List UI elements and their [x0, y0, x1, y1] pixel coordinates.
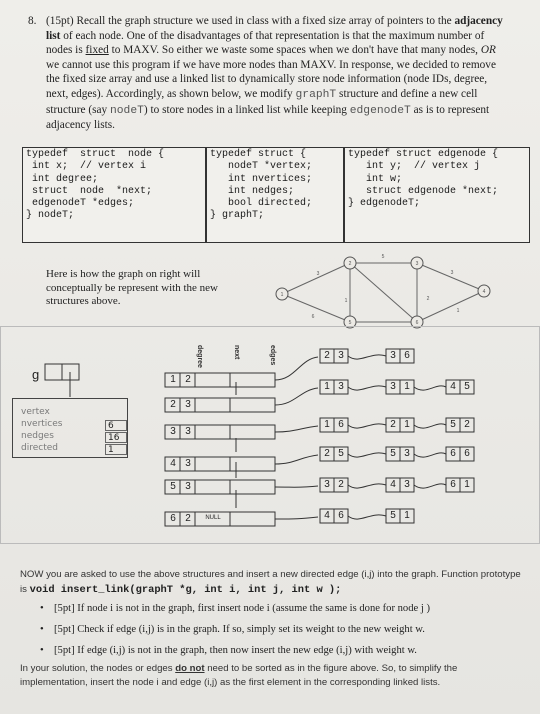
edges-pointer — [275, 426, 318, 432]
edge-target: 3 — [390, 381, 396, 392]
edge-target: 2 — [324, 350, 330, 361]
edge-next-pointer — [414, 484, 446, 488]
edge-weight: 2 — [338, 479, 344, 490]
weight-label: 6 — [311, 314, 315, 320]
function-prototype: void insert_link(graphT *g, int i, int j, int w ); — [29, 583, 342, 596]
question-text-2: of each node. One of the disadvantages of that representation is that the maximum number of nodes is — [46, 29, 485, 57]
edge-weight: 5 — [338, 448, 344, 459]
edge-target: 2 — [324, 448, 330, 459]
next-header: next — [233, 345, 240, 360]
edge-weight: 3 — [404, 479, 410, 490]
node-degree: 3 — [185, 399, 191, 410]
graph-label-4: 4 — [482, 289, 486, 295]
question-text-7: as is to represent adjacency lists. — [46, 103, 490, 132]
node-degree: 3 — [185, 481, 191, 492]
diagram-intro: Here is how the graph on right will conceptually be represent with the new structures above. — [46, 268, 218, 307]
edge-target: 2 — [390, 419, 396, 430]
edge-next-pointer — [414, 424, 446, 428]
vertex-label: vertex — [21, 407, 50, 417]
graph-label-5: 5 — [348, 320, 352, 326]
graph-label-6: 6 — [415, 320, 419, 326]
question-text-5: structure and define a new cell structure (say — [46, 87, 478, 116]
weight-label: 3 — [316, 271, 320, 277]
nodeT-code: nodeT — [110, 104, 144, 117]
edge-next-pointer — [348, 424, 386, 428]
node-degree: 3 — [185, 458, 191, 469]
edge-next-pointer — [414, 386, 446, 390]
edge-target: 6 — [450, 479, 456, 490]
graph-label-2: 2 — [348, 261, 352, 267]
question-points: (15pt) — [46, 15, 74, 27]
weight-label: 3 — [450, 270, 454, 276]
degree-header: degree — [196, 345, 203, 368]
node-id: 3 — [170, 426, 176, 437]
nedges-value: 16 — [105, 432, 127, 443]
weight-label: 2 — [426, 296, 430, 302]
nvertices-label: nvertices — [21, 419, 63, 429]
task-intro-text: NOW you are asked to use the above structures and insert a new directed edge (i,j) into the graph. Function prototype is — [20, 569, 521, 595]
edge-weight: 1 — [404, 381, 410, 392]
edge-weight: 6 — [404, 350, 410, 361]
edges-pointer — [275, 357, 318, 380]
question-number: 8. — [28, 15, 37, 27]
node-id: 4 — [170, 458, 176, 469]
directed-value: 1 — [105, 444, 127, 455]
struct-edgenode-code: typedef struct edgenode { int y; // vertex j int w; struct edgenode *next; } edgenodeT; — [344, 147, 530, 243]
final-note-text-1: In your solution, the nodes or edges — [20, 663, 173, 674]
node-degree: 2 — [185, 374, 191, 385]
edge-weight: 1 — [464, 479, 470, 490]
edge-next-pointer — [348, 453, 386, 457]
edge-target: 1 — [324, 419, 330, 430]
edge-target: 6 — [450, 448, 456, 459]
node-degree: 2 — [185, 513, 191, 524]
task-intro — [20, 568, 525, 597]
node-id: 1 — [170, 374, 176, 385]
node-id: 5 — [170, 481, 176, 492]
edge-weight: 3 — [338, 350, 344, 361]
final-note — [20, 662, 525, 690]
nvertices-value: 6 — [105, 420, 127, 431]
edge-weight: 6 — [338, 510, 344, 521]
edge-weight: 5 — [464, 381, 470, 392]
directed-label: directed — [21, 443, 58, 453]
edge-weight: 2 — [464, 419, 470, 430]
edge-target: 4 — [390, 479, 396, 490]
question-text-4: we cannot use this program if we have more nodes than MAXV. In response, we decided to remove the fixed size array and use a linked list to dynamically store node information (node IDs, degree, next, edges). Accordingly, as shown below, we modify — [46, 58, 496, 100]
edge-target: 1 — [324, 381, 330, 392]
question-text-1: Recall the graph structure we used in class with a fixed size array of pointers to the — [76, 15, 452, 27]
edges-header: edges — [269, 345, 276, 366]
edge-weight: 3 — [404, 448, 410, 459]
weight-label: 1 — [456, 308, 460, 314]
edge-target: 5 — [390, 448, 396, 459]
node-id: 6 — [170, 513, 176, 524]
edge-target: 5 — [450, 419, 456, 430]
edge-target: 4 — [324, 510, 330, 521]
edge-weight: 1 — [404, 510, 410, 521]
nedges-label: nedges — [21, 431, 54, 441]
graphT-code: graphT — [295, 88, 337, 101]
edge-target: 3 — [324, 479, 330, 490]
adjacency-list-term: adjacency list — [46, 15, 503, 42]
struct-graph-code: typedef struct { nodeT *vertex; int nvertices; int nedges; bool directed; } graphT; — [206, 147, 344, 243]
requirement-item: • [5pt] If node i is not in the graph, first insert node i (assume the same is done for node j ) — [40, 598, 520, 619]
edges-pointer — [275, 517, 318, 519]
edges-pointer — [275, 388, 318, 405]
edge-next-pointer — [414, 453, 446, 457]
edgenodeT-code: edgenodeT — [349, 104, 411, 117]
requirements-list — [40, 598, 520, 661]
edge-weight: 1 — [404, 419, 410, 430]
final-note-text-2: need to be sorted as in the figure above. So, to simplify the implementation, insert the node i and edge (i,j) as the first element in the corresponding linked lists. — [20, 663, 458, 688]
do-not-emphasis: do not — [175, 663, 205, 674]
edge-target: 3 — [390, 350, 396, 361]
edge-next-pointer — [348, 515, 386, 519]
edges-pointer — [275, 455, 318, 464]
graph-struct-box — [12, 398, 128, 458]
edge-next-pointer — [348, 386, 386, 390]
question-text-6: ) to store nodes in a linked list while keeping — [143, 103, 347, 116]
edge-target: 4 — [450, 381, 456, 392]
node-degree: 3 — [185, 426, 191, 437]
edges-pointer — [275, 486, 318, 487]
weight-label: 1 — [344, 298, 348, 304]
edge-weight: 6 — [338, 419, 344, 430]
g-variable-label: g — [32, 367, 40, 382]
edge-weight: 3 — [338, 381, 344, 392]
null-label: NULL — [205, 515, 221, 521]
edge-next-pointer — [348, 355, 386, 359]
edge-next-pointer — [348, 484, 386, 488]
weight-label: 5 — [381, 254, 385, 260]
or-term: OR — [480, 44, 496, 57]
requirement-item: • [5pt] If edge (i,j) is not in the graph, then now insert the new edge (i,j) with weight w. — [40, 640, 520, 661]
question-text-3: to MAXV. So either we waste some spaces when we don't have that many nodes, — [111, 44, 478, 57]
fixed-term: fixed — [85, 44, 109, 57]
edge-weight: 6 — [464, 448, 470, 459]
graph-label-1: 1 — [280, 292, 284, 298]
struct-node-code: typedef struct node { int x; // vertex i int degree; struct node *next; edgenodeT *edges; } nodeT; — [22, 147, 206, 243]
edge-target: 5 — [390, 510, 396, 521]
node-id: 2 — [170, 399, 176, 410]
graph-label-3: 3 — [415, 261, 419, 267]
requirement-item: • [5pt] Check if edge (i,j) is in the graph. If so, simply set its weight to the new weight w. — [40, 619, 520, 640]
